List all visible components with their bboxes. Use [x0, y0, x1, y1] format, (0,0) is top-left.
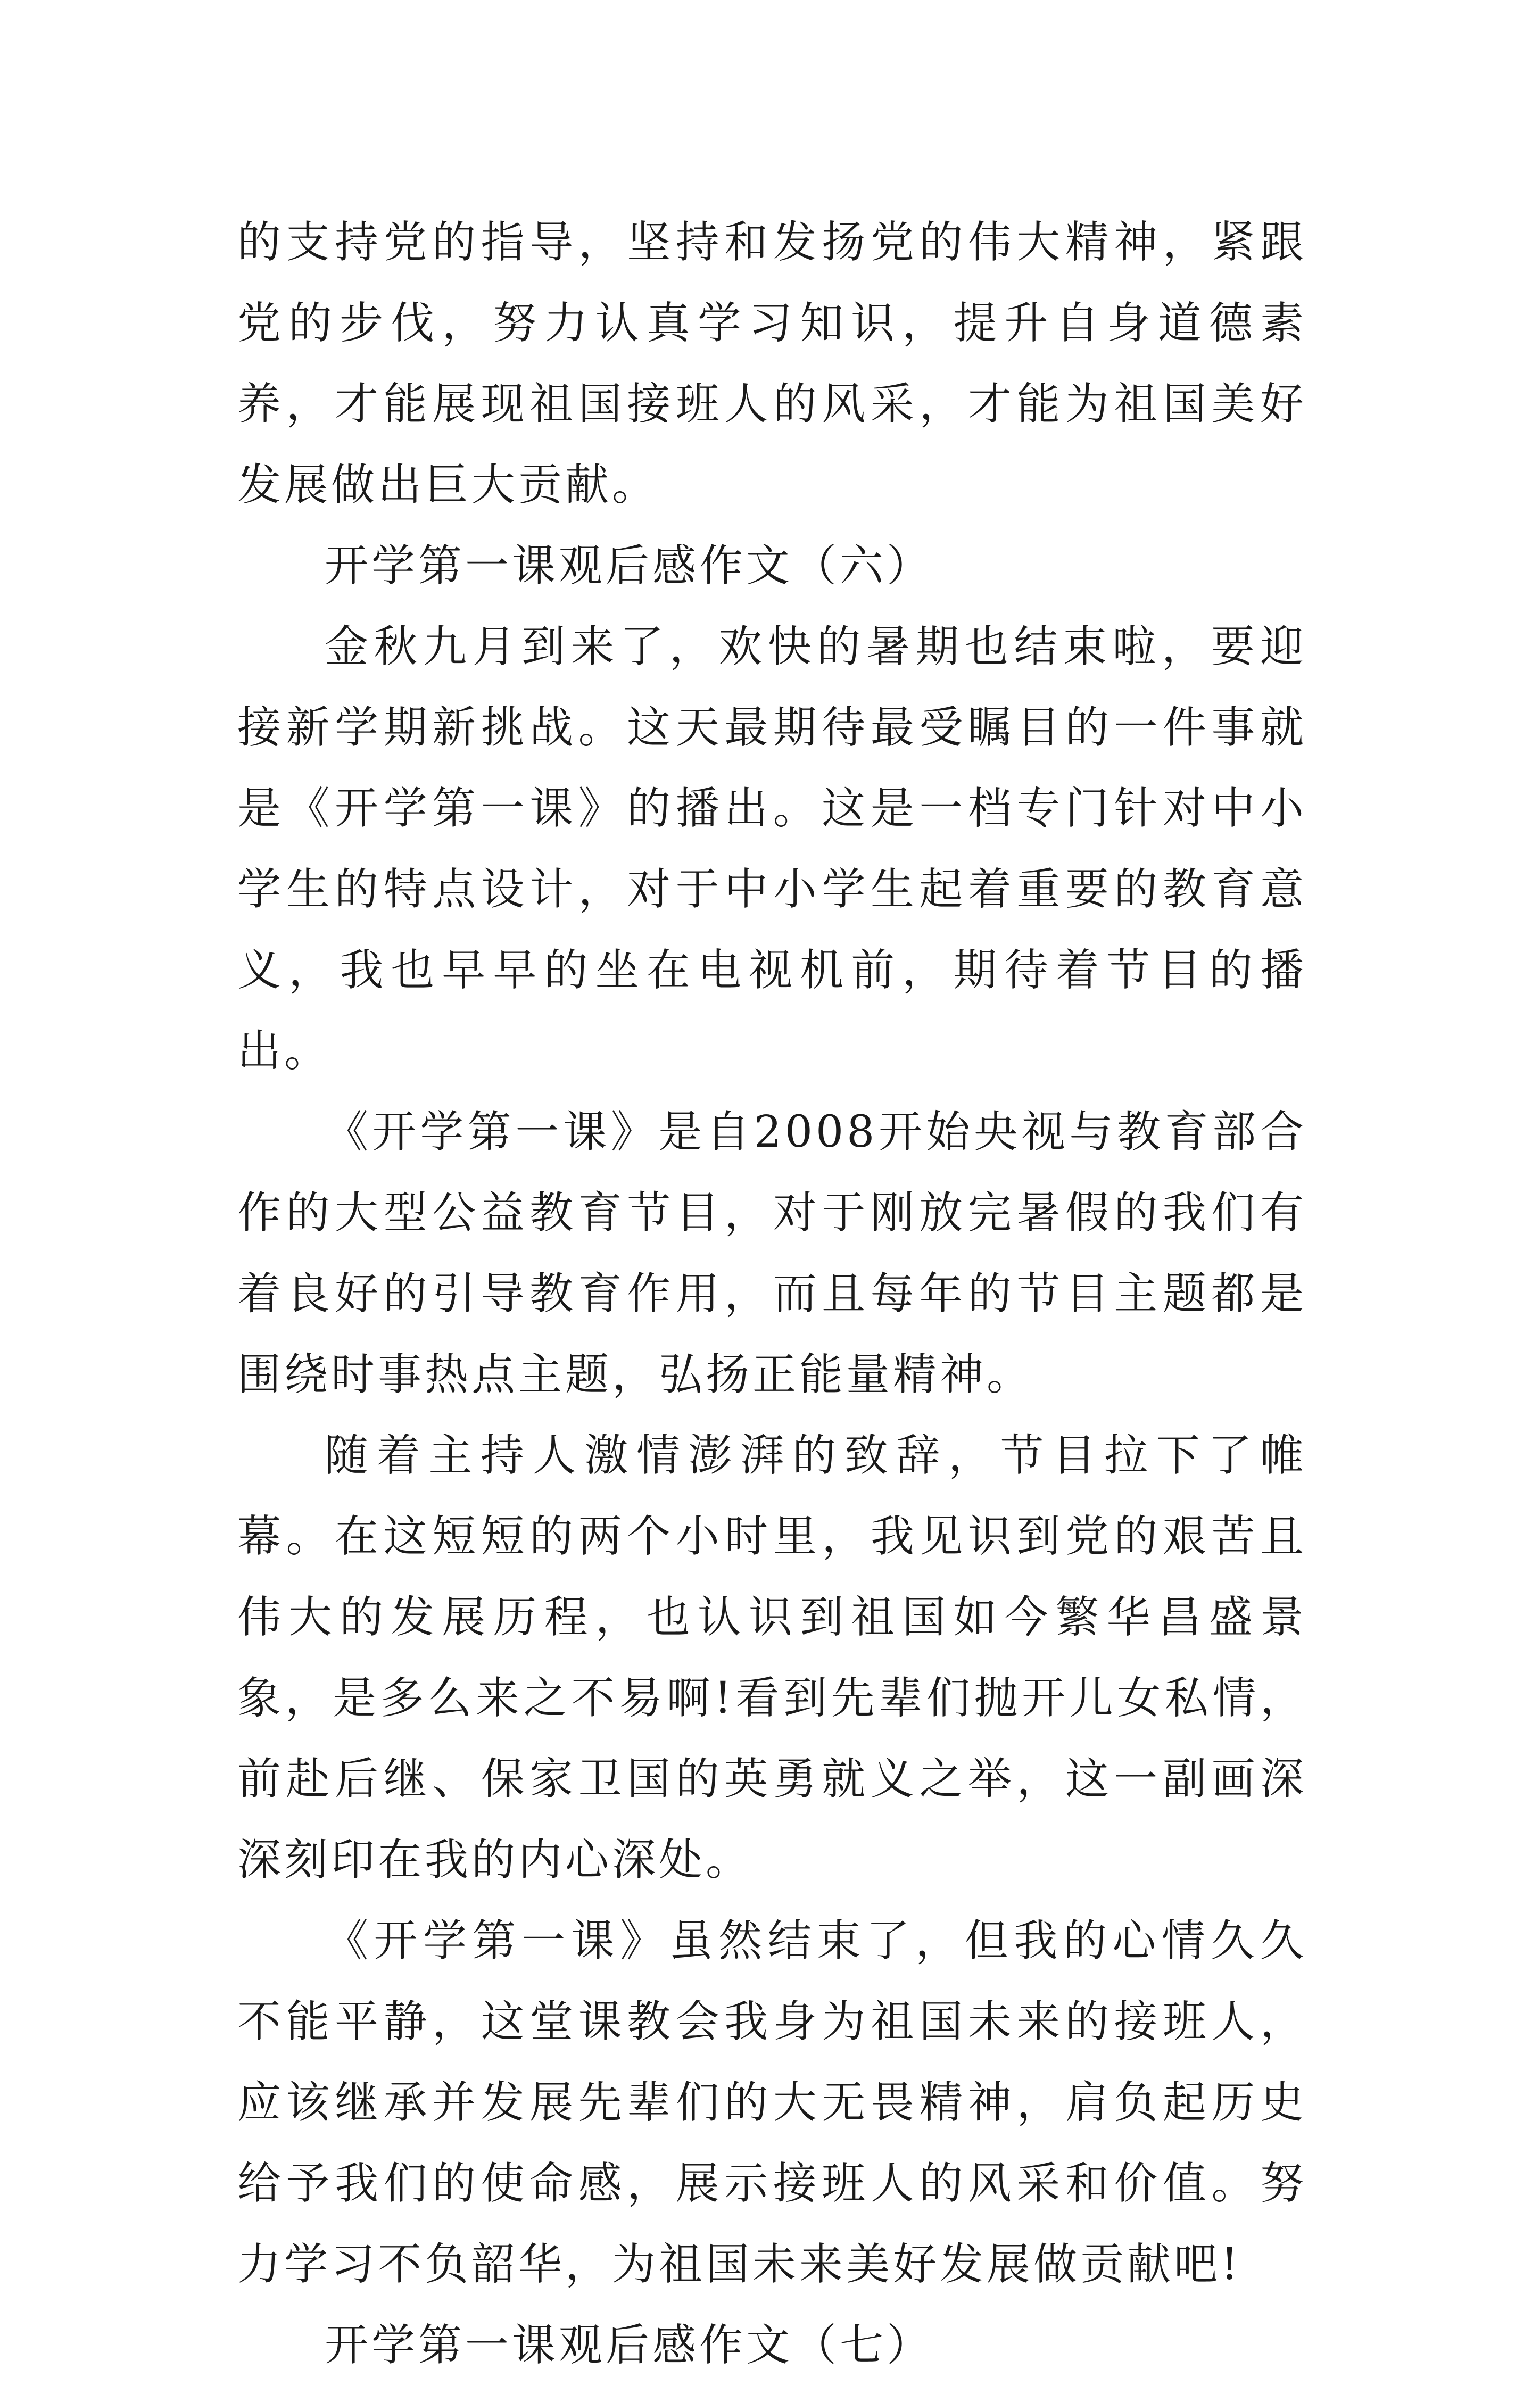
- document-body: [237, 202, 1307, 2386]
- paragraph: 金秋九月到来了，欢快的暑期也结束啦，要迎接新学期新挑战。这天最期待最受瞩目的一件事就是《开学第一课》的播出。这是一档专门针对中小学生的特点设计，对于中小学生起着重要的教育意义，我也早早的坐在电视机前，期待着节目的播出。: [237, 622, 1307, 1076]
- paragraph: 《开学第一课》是自2008开始央视与教育部合作的大型公益教育节目，对于刚放完暑假的我们有着良好的引导教育作用，而且每年的节目主题都是围绕时事热点主题，弘扬正能量精神。: [237, 1107, 1307, 1400]
- paragraph: 《开学第一课》虽然结束了，但我的心情久久不能平静，这堂课教会我身为祖国未来的接班人，应该继承并发展先辈们的大无畏精神，肩负起历史给予我们的使命感，展示接班人的风采和价值。努力学习不负韶华，为祖国未来美好发展做贡献吧!: [237, 1916, 1307, 2290]
- paragraph-continuation: 的支持党的指导，坚持和发扬党的伟大精神，紧跟党的步伐，努力认真学习知识，提升自身道德素养，才能展现祖国接班人的风采，才能为祖国美好发展做出巨大贡献。: [237, 217, 1307, 510]
- paragraph: 随着主持人激情澎湃的致辞，节目拉下了帷幕。在这短短的两个小时里，我见识到党的艰苦且伟大的发展历程，也认识到祖国如今繁华昌盛景象，是多么来之不易啊!看到先辈们抛开儿女私情，前赴后继、保家卫国的英勇就义之举，这一副画深深刻印在我的内心深处。: [237, 1430, 1307, 1885]
- section-heading-six: 开学第一课观后感作文（六）: [325, 541, 934, 591]
- section-heading-seven: 开学第一课观后感作文（七）: [325, 2320, 934, 2371]
